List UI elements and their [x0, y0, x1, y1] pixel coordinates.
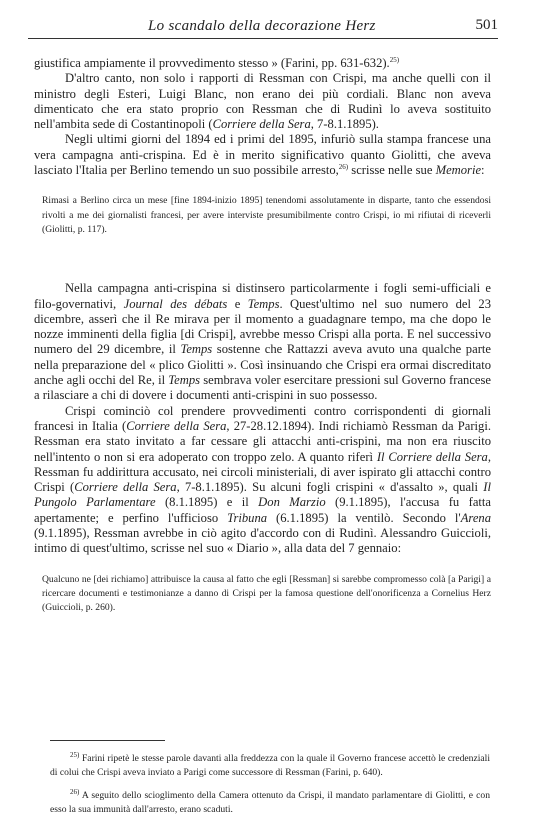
running-title: Lo scandalo della decorazione Herz: [148, 18, 376, 34]
block-quote-giolitti: Rimasi a Berlino circa un mese [fine 1894-inizio 1895] tenendomi assolutamente in disparte, tanto che essendosi rivolti a me dei giornalisti francesi, per avere interviste presumibilmente contro Crispi, io mi rifiutai di riceverli (Giolitti, p. 117).: [42, 195, 491, 235]
footnote-number: 26): [70, 787, 80, 796]
italic-title: Il Pungolo Parlamentare: [34, 480, 491, 510]
text-run: :: [481, 163, 485, 178]
section-gap: [34, 237, 491, 281]
text-run: D'altro canto, non solo i rapporti di Ressman con Crispi, ma anche quelli con il ministro degli Esteri, Luigi Blanc, non erano dei più cordiali. Blanc non aveva dimenticato che era stato proprio con Ressman che di Rudinì lo aveva sostituito nell'ambita sede di Costantinopoli (: [34, 71, 491, 132]
paragraph: [34, 132, 491, 178]
paragraph: [34, 56, 491, 71]
text-run: Nella campagna anti-crispina si distinsero particolarmente i fogli semi-ufficiali e filo-governativi,: [34, 281, 491, 311]
running-header: [28, 16, 498, 39]
footnote: [50, 789, 490, 818]
text-run: Crispi cominciò col prendere provvedimenti contro corrispondenti di giornali francesi in Italia (: [34, 403, 491, 433]
text-run: , 7-8.1.1895). Su alcuni fogli crispini « d'assalto », quali: [176, 480, 484, 495]
text-run: (9.1.1895), Ressman avrebbe in ciò agito d'accordo con di Rudinì. Alessandro Guiccioli, intimo di quest'ultimo, scrisse nel suo « Diario », alla data del 7 gennaio:: [34, 526, 491, 556]
page-number: 501: [475, 17, 498, 33]
italic-title: Temps: [168, 373, 201, 388]
footnote-rule: [50, 740, 165, 741]
text-run: sembrava voler esercitare pressioni sul Governo francese a rilasciare a chi di dovere i documenti anti-crispini in suo possesso.: [34, 373, 491, 403]
paragraph: [34, 281, 491, 403]
text-run: sostenne che Rattazzi aveva avuto una qualche parte nella preparazione del « plico Giolitti ». Così insinuando che Crispi era ormai discreditato anche agli occhi del Re, il: [34, 342, 491, 388]
text-run: , Ressman fu addirittura accusato, nei circoli ministeriali, di aver ispirato gli attacchi contro Crispi (: [34, 449, 492, 495]
italic-title: Memorie: [435, 163, 482, 178]
text-run: (8.1.1895) e il: [155, 495, 259, 510]
paragraph-group-2: [34, 281, 491, 556]
italic-title: Corriere della Sera: [126, 418, 227, 433]
text-run: Negli ultimi giorni del 1894 ed i primi del 1895, infuriò sulla stampa francese una vera campagna anti-crispina. Ed è in merito significativo quanto Giolitti, che aveva lasciato l'Italia per Berlino temendo un suo possibile arresto,: [34, 132, 491, 178]
text-run: . Quest'ultimo nel suo numero del 23 dicembre, asserì che il Re mirava per il momento a guadagnare tempo, ma che dopo le nozze imminenti della figlia [di Crispi], avrebbe messo Crispi alla porta. E nel successivo numero del 29 dicembre, il: [34, 296, 491, 357]
paragraph: [34, 71, 491, 132]
italic-title: Don Marzio: [258, 495, 326, 510]
text-run: e: [227, 296, 248, 311]
italic-title: Il Corriere della Sera: [376, 449, 488, 464]
text-run: (9.1.1895), l'accusa fu fatta apertamente; e perfino l'ufficioso: [34, 495, 491, 525]
footnote-marker: 25): [389, 55, 400, 64]
italic-title: Temps: [247, 296, 280, 311]
footnotes: [50, 752, 490, 825]
main-text: [34, 56, 491, 616]
italic-title: Arena: [460, 510, 492, 525]
italic-title: Corriere della Sera: [74, 480, 177, 495]
text-run: , 7-8.1.1895).: [310, 117, 379, 132]
text-run: giustifica ampiamente il provvedimento stesso » (Farini, pp. 631-632).: [34, 56, 390, 70]
text-run: Farini ripetè le stesse parole davanti alla freddezza con la quale il Governo francese accettò le credenziali di colui che Crispi aveva inviato a Parigi come successore di Ressman (Farini, p. 640).: [50, 753, 490, 779]
text-run: , 27-28.12.1894). Indi richiamò Ressman da Parigi. Ressman era stato invitato a far cessare gli attacchi anti-crispini, ma non era riuscito nell'intento o non si era adoperato con troppo zelo. A quanto riferì: [34, 418, 491, 464]
text-run: A seguito dello scioglimento della Camera ottenuto da Crispi, il mandato parlamentare di Giolitti, e con esso la sua immunità dall'arresto, erano scaduti.: [50, 789, 490, 815]
block-quote-guiccioli: Qualcuno ne [dei richiamo] attribuisce la causa al fatto che egli [Ressman] si sarebbe compromesso colà [a Parigi] a ricercare documenti e testimonianze a danno di Crispi per la famosa questione dell'onorificenza a Cornelius Herz (Guiccioli, p. 260).: [42, 573, 491, 614]
footnote-number: 25): [70, 750, 80, 759]
italic-title: Corriere della Sera: [212, 117, 311, 132]
text-run: scrisse nelle sue: [348, 163, 436, 178]
footnote: [50, 752, 490, 781]
footnote-marker: 26): [338, 162, 349, 171]
italic-title: Journal des débats: [123, 296, 228, 311]
italic-title: Tribuna: [227, 510, 268, 525]
paragraph: [34, 404, 491, 557]
paragraph-group-1: [34, 56, 491, 178]
italic-title: Temps: [180, 342, 213, 357]
text-run: (6.1.1895) la ventilò. Secondo l': [267, 510, 461, 525]
